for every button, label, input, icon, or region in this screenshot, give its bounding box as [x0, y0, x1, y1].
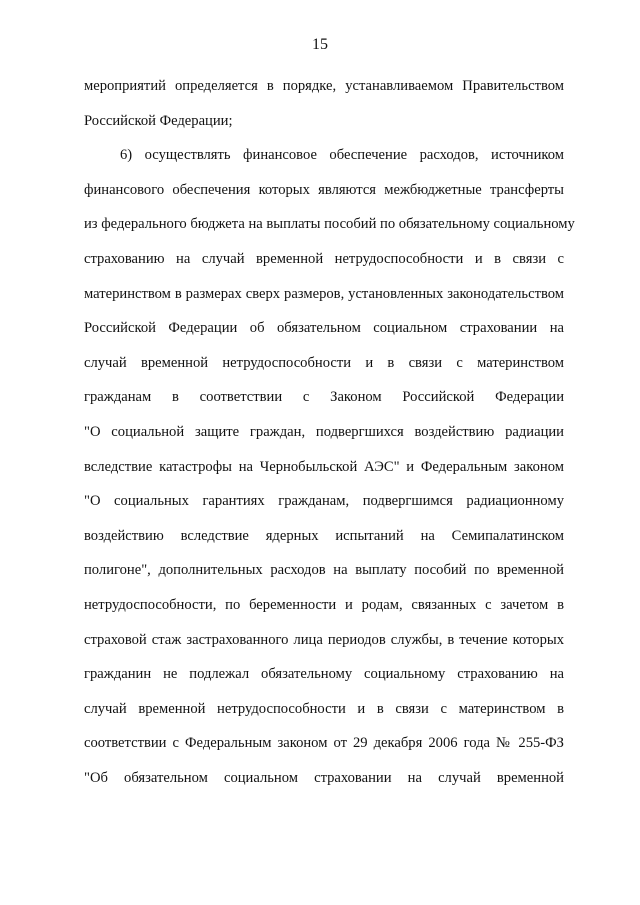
page-number: 15: [312, 36, 328, 53]
text-line: мероприятий определяется в порядке, устанавливаемом Правительством: [84, 78, 564, 94]
text-line: из федерального бюджета на выплаты пособий по обязательному социальному: [84, 216, 575, 233]
text-line: страхованию на случай временной нетрудоспособности и в связи с: [84, 250, 564, 267]
text-line: Российской Федерации об обязательном социальном страховании на: [84, 320, 564, 337]
text-line: "О социальной защите граждан, подвергшихся воздействию радиации: [84, 423, 564, 440]
document-body: [84, 73, 575, 799]
text-line: "Об обязательном социальном страховании на случай временной: [84, 769, 564, 786]
text-line: финансового обеспечения которых являются межбюджетные трансферты: [84, 181, 564, 198]
text-line: страховой стаж застрахованного лица периодов службы, в течение которых: [84, 631, 564, 648]
text-line: соответствии с Федеральным законом от 29 декабря 2006 года № 255-ФЗ: [84, 735, 564, 752]
text-line: полигоне", дополнительных расходов на выплату пособий по временной: [84, 562, 564, 579]
text-line: нетрудоспособности, по беременности и родам, связанных с зачетом в: [84, 596, 564, 613]
text-line: 6) осуществлять финансовое обеспечение расходов, источником: [120, 147, 564, 164]
text-line: гражданин не подлежал обязательному социальному страхованию на: [84, 666, 564, 683]
text-line: Российской Федерации;: [84, 112, 233, 129]
text-line: вследствие катастрофы на Чернобыльской АЭС" и Федеральным законом: [84, 458, 564, 475]
text-line: случай временной нетрудоспособности и в связи с материнством: [84, 354, 564, 371]
text-line: случай временной нетрудоспособности и в связи с материнством в: [84, 700, 564, 717]
text-line: "О социальных гарантиях гражданам, подвергшимся радиационному: [84, 493, 564, 510]
text-line: воздействию вследствие ядерных испытаний на Семипалатинском: [84, 527, 564, 544]
text-line: гражданам в соответствии с Законом Российской Федерации: [84, 389, 564, 406]
text-line: материнством в размерах сверх размеров, установленных законодательством: [84, 285, 564, 302]
